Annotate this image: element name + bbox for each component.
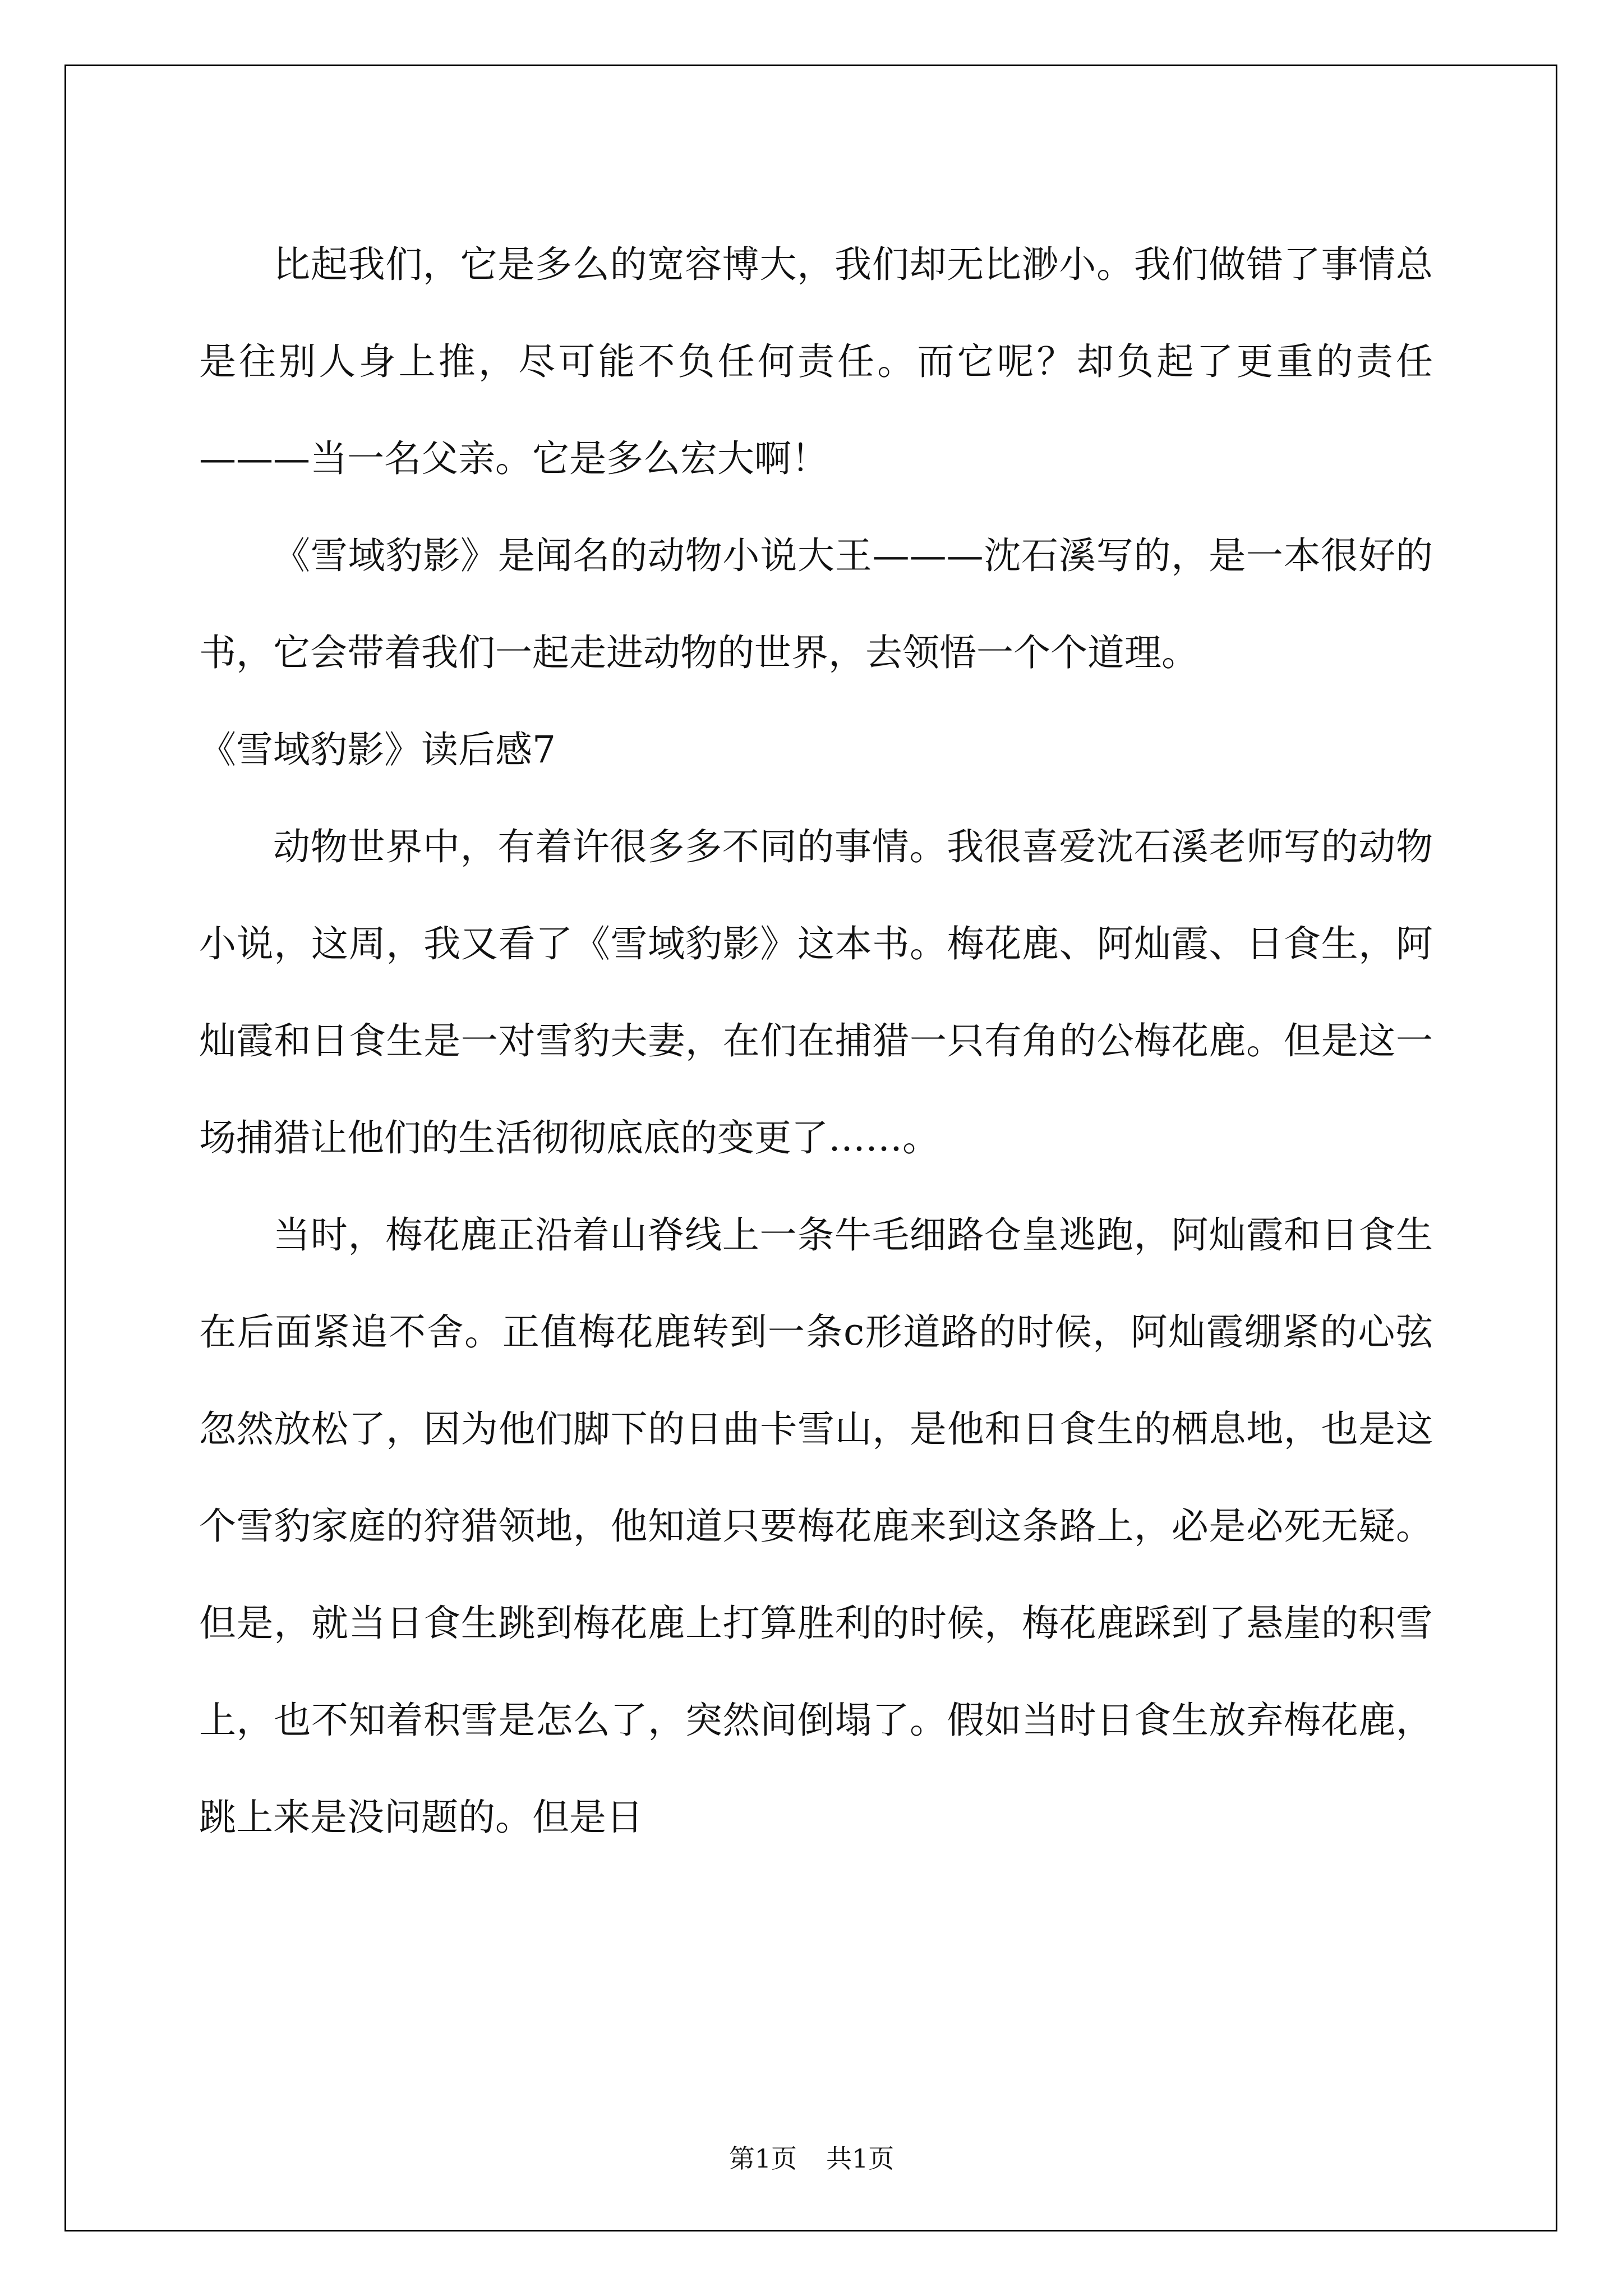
paragraph: 当时，梅花鹿正沿着山脊线上一条牛毛细路仓皇逃跑，阿灿霞和日食生在后面紧追不舍。正值梅花鹿转到一条c形道路的时候，阿灿霞绷紧的心弦忽然放松了，因为他们脚下的日曲卡雪山，是他和日食生的栖息地，也是这个雪豹家庭的狩猎领地，他知道只要梅花鹿来到这条路上，必是必死无疑。但是，就当日食生跳到梅花鹿上打算胜利的时候，梅花鹿踩到了悬崖的积雪上，也不知着积雪是怎么了，突然间倒塌了。假如当时日食生放弃梅花鹿，跳上来是没问题的。但是日 <box>199 1213 1433 1839</box>
document-body <box>199 216 1433 1866</box>
page-total: 共1页 <box>826 2143 895 2174</box>
section-heading: 《雪域豹影》读后感7 <box>199 728 556 771</box>
paragraph: 比起我们，它是多么的宽容博大，我们却无比渺小。我们做错了事情总是往别人身上推，尽可能不负任何责任。而它呢？却负起了更重的责任———当一名父亲。它是多么宏大啊！ <box>199 243 1433 480</box>
paragraph: 动物世界中，有着许很多多不同的事情。我很喜爱沈石溪老师写的动物小说，这周，我又看了《雪域豹影》这本书。梅花鹿、阿灿霞、日食生，阿灿霞和日食生是一对雪豹夫妻，在们在捕猎一只有角的公梅花鹿。但是这一场捕猎让他们的生活彻彻底底的变更了……。 <box>199 825 1433 1159</box>
page-number: 第1页 <box>728 2143 797 2174</box>
paragraph: 《雪域豹影》是闻名的动物小说大王———沈石溪写的，是一本很好的书，它会带着我们一起走进动物的世界，去领悟一个个道理。 <box>199 534 1433 674</box>
page-footer <box>0 2138 1623 2175</box>
